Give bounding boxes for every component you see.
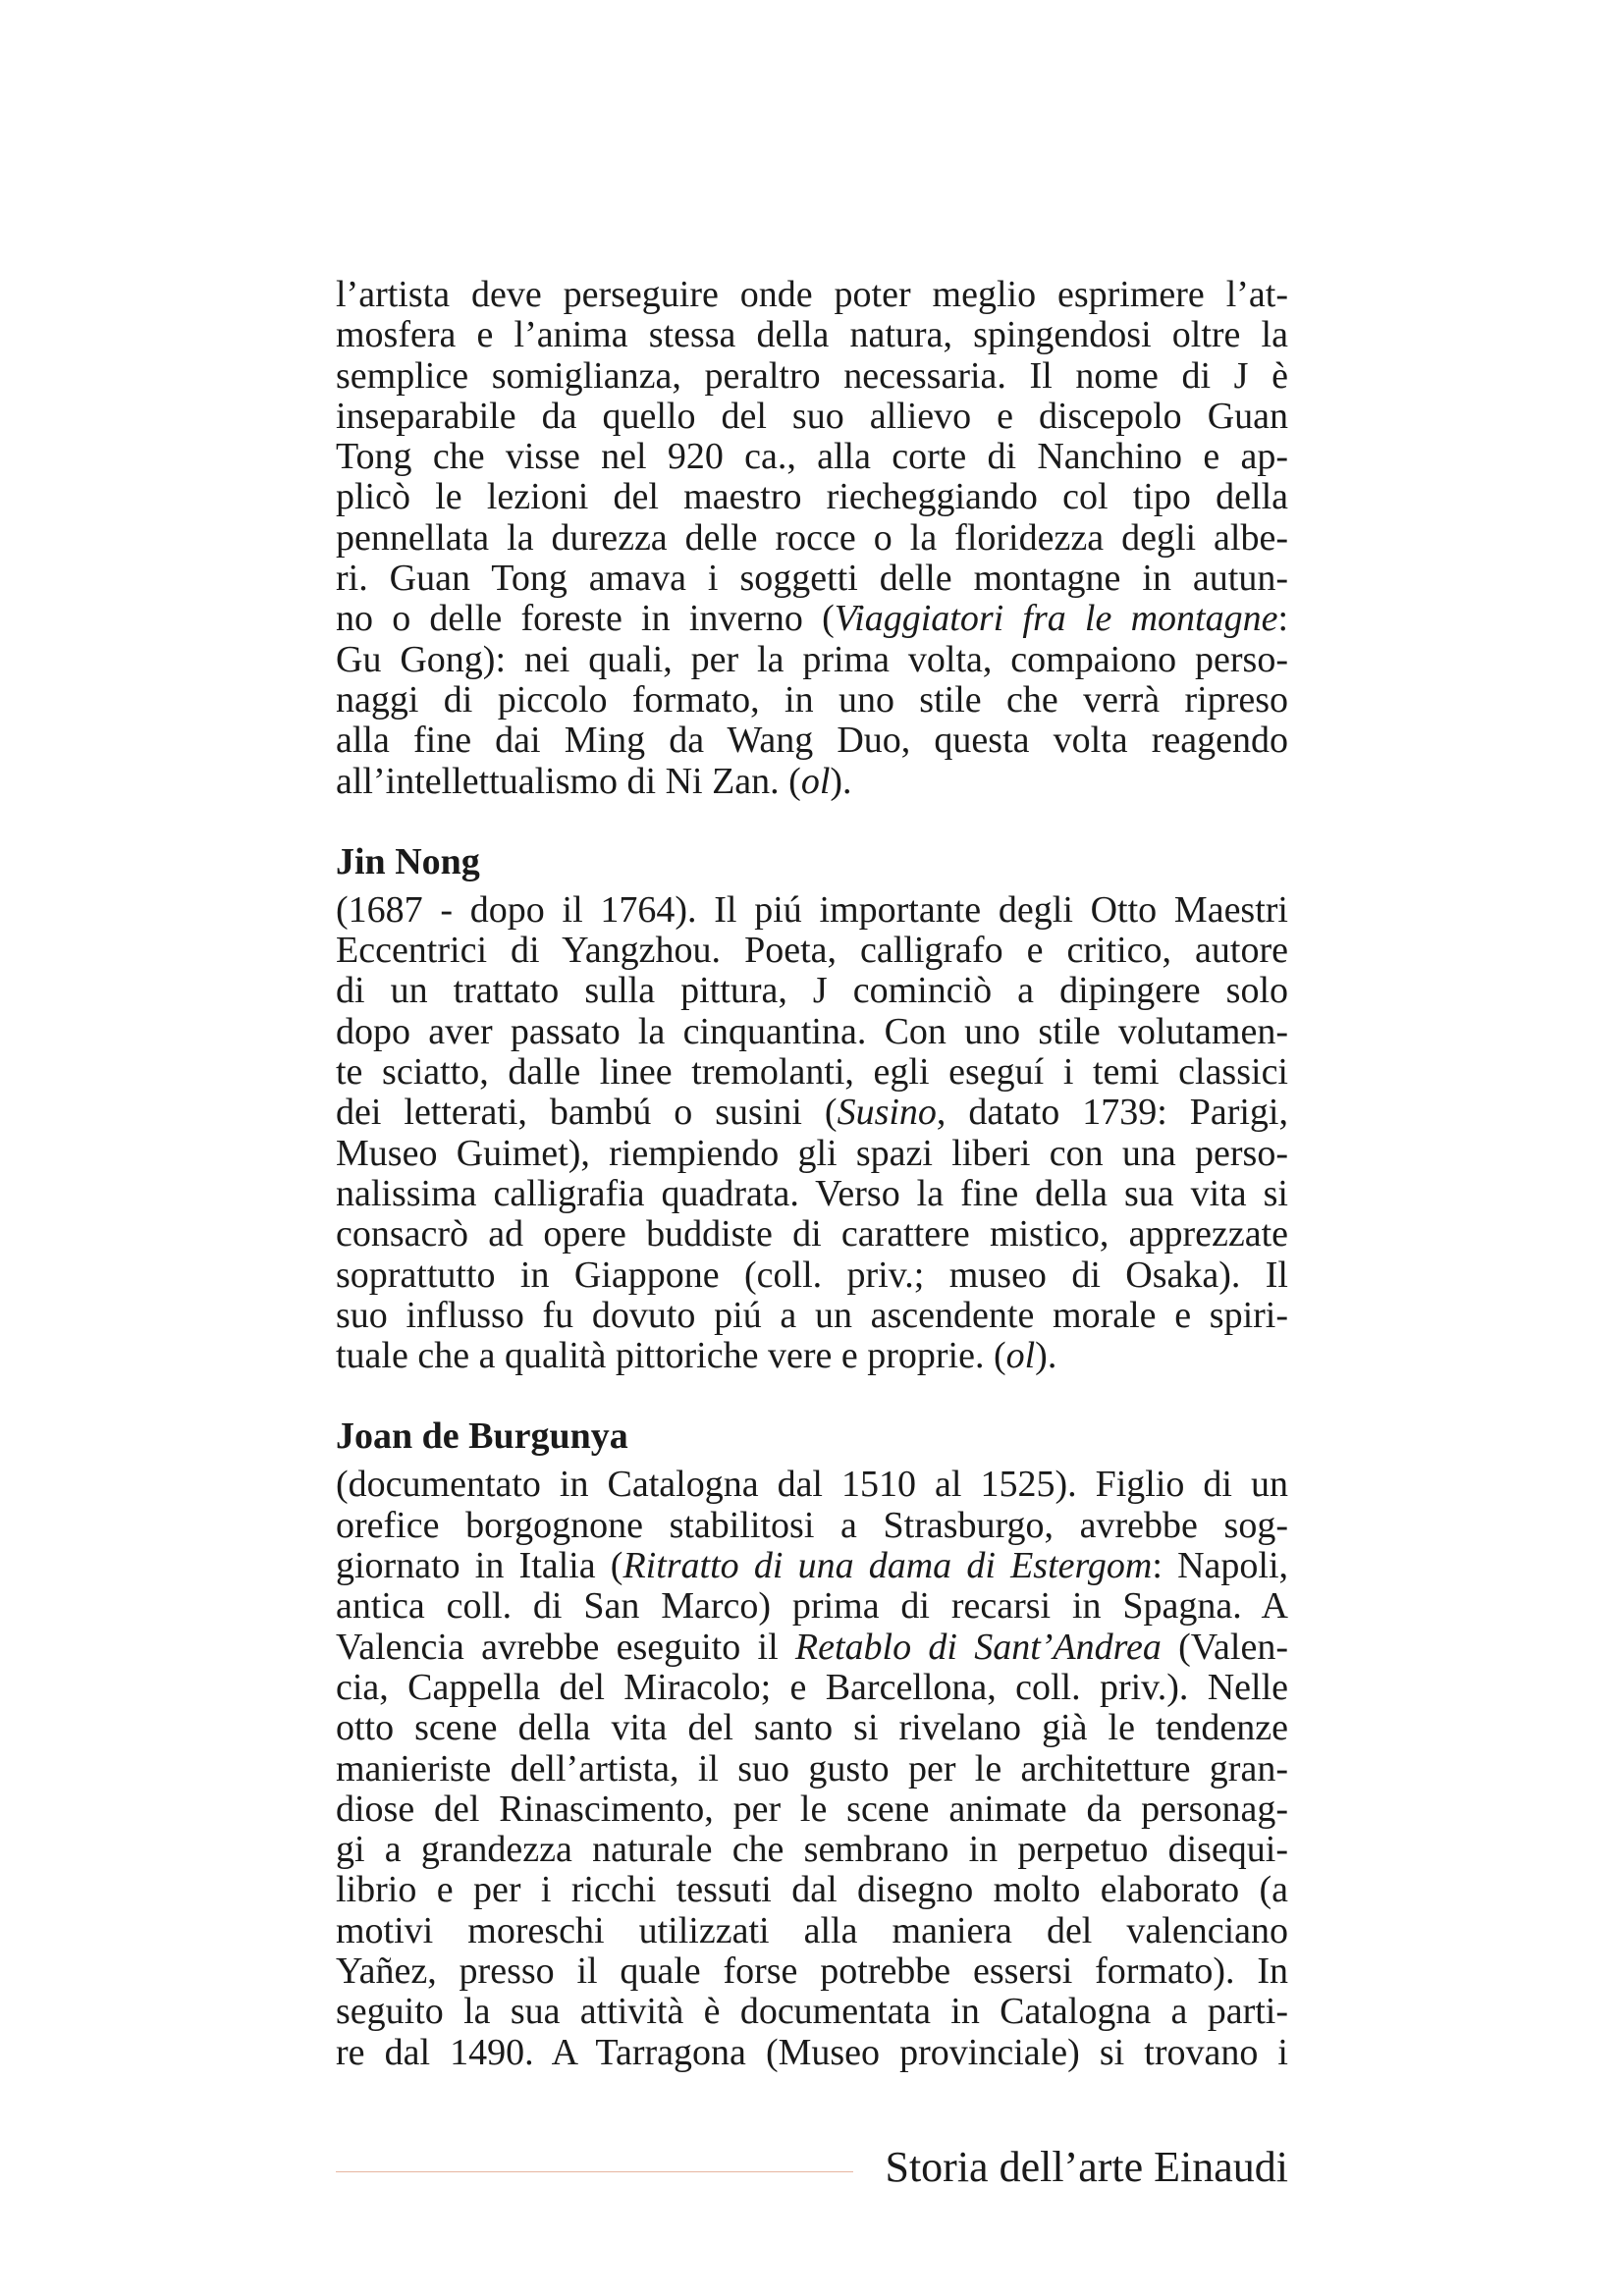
- text-line: consacrò ad opere buddiste di carattere mistico, apprezzate: [336, 1213, 1288, 1255]
- text-line: seguito la sua attività è documentata in Catalogna a parti-: [336, 1991, 1288, 2033]
- text-line: diose del Rinascimento, per le scene animate da personag-: [336, 1788, 1288, 1830]
- text-line: re dal 1490. A Tarragona (Museo provinciale) si trovano i: [336, 2031, 1288, 2073]
- intro-paragraph: [336, 275, 1288, 802]
- text-line: Museo Guimet), riempiendo gli spazi liberi con una perso-: [336, 1132, 1288, 1174]
- entry-title: Jin Nong: [336, 840, 480, 882]
- footer-book-title: Storia dell’arte Einaudi: [885, 2143, 1288, 2191]
- text-line: semplice somiglianza, peraltro necessaria. Il nome di J è: [336, 354, 1288, 397]
- text-line: dei letterati, bambú o susini (Susino, datato 1739: Parigi,: [336, 1092, 1288, 1134]
- text-line: all’intellettualismo di Ni Zan. (ol).: [336, 760, 852, 802]
- text-line: gi a grandezza naturale che sembrano in perpetuo disequi-: [336, 1829, 1288, 1871]
- entry-title: Joan de Burgunya: [336, 1415, 628, 1458]
- text-line: naggi di piccolo formato, in uno stile che verrà ripreso: [336, 678, 1288, 721]
- text-line: soprattutto in Giappone (coll. priv.; museo di Osaka). Il: [336, 1254, 1288, 1296]
- text-line: manieriste dell’artista, il suo gusto per le architetture gran-: [336, 1747, 1288, 1789]
- page-body: [336, 275, 1288, 2073]
- text-line: inseparabile da quello del suo allievo e discepolo Guan: [336, 395, 1288, 437]
- text-line: motivi moreschi utilizzati alla maniera del valenciano: [336, 1909, 1288, 1951]
- text-line: Valencia avrebbe eseguito il Retablo di Sant’Andrea (Valen-: [336, 1626, 1288, 1668]
- text-line: (1687 - dopo il 1764). Il piú importante degli Otto Maestri: [336, 888, 1288, 931]
- text-line: mosfera e l’anima stessa della natura, spingendosi oltre la: [336, 314, 1288, 356]
- text-line: otto scene della vita del santo si rivelano già le tendenze: [336, 1707, 1288, 1749]
- text-line: giornato in Italia (Ritratto di una dama di Estergom: Napoli,: [336, 1545, 1288, 1587]
- text-line: Tong che visse nel 920 ca., alla corte di Nanchino e ap-: [336, 436, 1288, 478]
- footer-rule: [336, 2171, 853, 2172]
- text-line: (documentato in Catalogna dal 1510 al 1525). Figlio di un: [336, 1464, 1288, 1506]
- text-line: ri. Guan Tong amava i soggetti delle montagne in autun-: [336, 558, 1288, 600]
- text-line: antica coll. di San Marco) prima di recarsi in Spagna. A: [336, 1585, 1288, 1628]
- text-line: plicò le lezioni del maestro riecheggiando col tipo della: [336, 476, 1288, 518]
- text-line: suo influsso fu dovuto piú a un ascendente morale e spiri-: [336, 1294, 1288, 1336]
- text-line: dopo aver passato la cinquantina. Con uno stile volutamen-: [336, 1010, 1288, 1052]
- text-line: nalissima calligrafia quadrata. Verso la fine della sua vita si: [336, 1172, 1288, 1214]
- text-line: tuale che a qualità pittoriche vere e proprie. (ol).: [336, 1335, 1057, 1377]
- text-line: di un trattato sulla pittura, J cominciò a dipingere solo: [336, 970, 1288, 1012]
- text-line: no o delle foreste in inverno (Viaggiatori fra le montagne:: [336, 598, 1288, 640]
- text-line: l’artista deve perseguire onde poter meglio esprimere l’at-: [336, 274, 1288, 315]
- entry-joan-de-burgunya: [336, 1414, 1288, 2072]
- text-line: te sciatto, dalle linee tremolanti, egli eseguí i temi classici: [336, 1051, 1288, 1094]
- text-line: orefice borgognone stabilitosi a Strasburgo, avrebbe sog-: [336, 1504, 1288, 1546]
- text-line: librio e per i ricchi tessuti dal disegno molto elaborato (a: [336, 1869, 1288, 1911]
- text-line: Eccentrici di Yangzhou. Poeta, calligrafo e critico, autore: [336, 930, 1288, 972]
- entry-jin-nong: [336, 839, 1288, 1377]
- text-line: cia, Cappella del Miracolo; e Barcellona, coll. priv.). Nelle: [336, 1666, 1288, 1708]
- text-line: pennellata la durezza delle rocce o la floridezza degli albe-: [336, 516, 1288, 559]
- text-line: Gu Gong): nei quali, per la prima volta, compaiono perso-: [336, 638, 1288, 680]
- text-line: alla fine dai Ming da Wang Duo, questa volta reagendo: [336, 720, 1288, 762]
- text-line: Yañez, presso il quale forse potrebbe essersi formato). In: [336, 1949, 1288, 1992]
